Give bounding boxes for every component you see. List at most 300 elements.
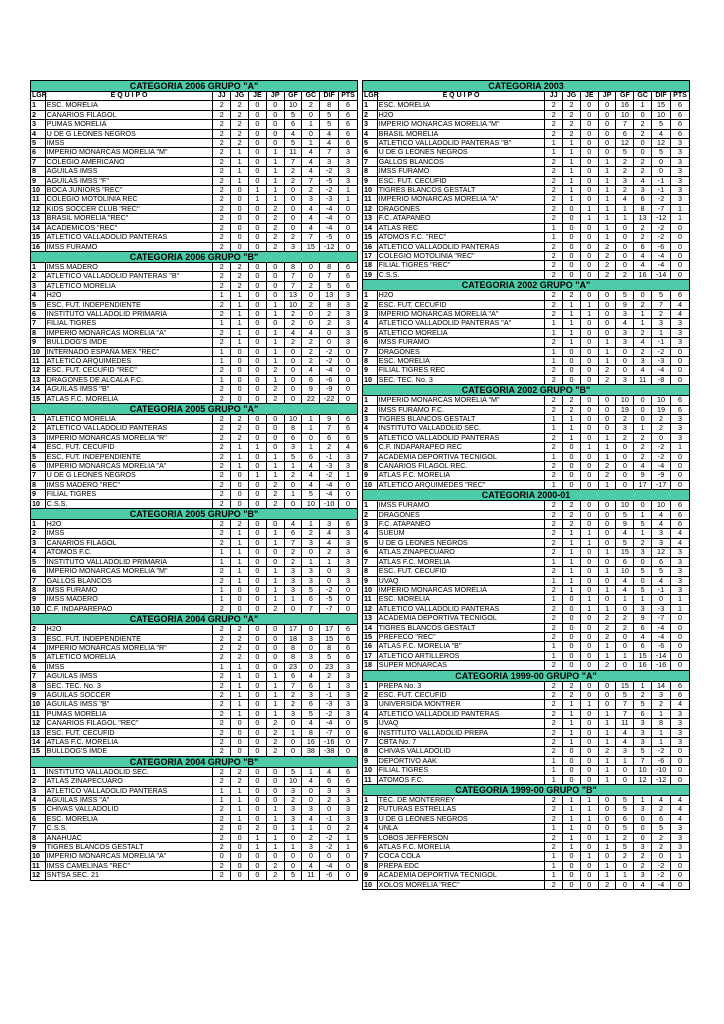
cell-pts: 3: [339, 538, 358, 547]
cell-gc: 4: [302, 214, 320, 223]
cell-gf: 4: [616, 529, 634, 538]
cell-gc: 1: [634, 595, 652, 604]
category-header: [363, 785, 690, 796]
cell-jg: 1: [563, 738, 581, 747]
cell-equipo: ACADEMICOS "REC": [45, 223, 213, 232]
cell-jj: 1: [213, 291, 231, 300]
cell-jp: 1: [266, 843, 284, 852]
cell-pts: 3: [670, 557, 689, 566]
cell-gc: 0: [634, 415, 652, 424]
cell-gc: 5: [634, 747, 652, 756]
cell-gc: 12: [634, 775, 652, 784]
cell-je: 0: [248, 520, 266, 529]
cell-pts: 0: [670, 261, 689, 270]
cell-gf: 5: [616, 510, 634, 519]
standings-row: [31, 548, 358, 557]
cell-dif: -2: [652, 347, 671, 356]
cell-pts: 0: [339, 585, 358, 594]
column-header-gf: GF: [616, 92, 634, 101]
cell-jp: 0: [598, 700, 616, 709]
cell-je: 0: [580, 186, 598, 195]
cell-gc: 1: [634, 101, 652, 110]
cell-lgr: 17: [363, 251, 378, 260]
cell-jg: 0: [563, 242, 581, 251]
cell-dif: 2: [652, 805, 671, 814]
cell-pts: 3: [670, 585, 689, 594]
cell-jg: 2: [231, 415, 249, 424]
cell-jg: 1: [563, 157, 581, 166]
cell-jg: 1: [563, 709, 581, 718]
cell-gc: 4: [302, 719, 320, 728]
cell-pts: 6: [670, 129, 689, 138]
cell-je: 1: [580, 529, 598, 538]
cell-lgr: 2: [363, 690, 378, 699]
cell-gc: 16: [634, 661, 652, 670]
cell-je: 1: [248, 443, 266, 452]
cell-jg: 2: [231, 777, 249, 786]
cell-jj: 1: [545, 852, 563, 861]
cell-lgr: 1: [363, 101, 378, 110]
cell-gc: 2: [302, 338, 320, 347]
cell-je: 0: [580, 766, 598, 775]
standings-row: [31, 871, 358, 880]
cell-lgr: 7: [363, 852, 378, 861]
cell-jp: 0: [598, 796, 616, 805]
cell-jp: 0: [266, 129, 284, 138]
cell-lgr: 5: [363, 538, 378, 547]
left-standings-table: [30, 80, 358, 881]
cell-gf: 3: [616, 375, 634, 384]
cell-dif: 2: [652, 833, 671, 842]
cell-je: 0: [248, 424, 266, 433]
cell-dif: 2: [320, 548, 339, 557]
cell-lgr: 11: [363, 775, 378, 784]
category-header: [31, 81, 358, 92]
cell-equipo: FILIAL TIGRES: [45, 490, 213, 499]
cell-gc: 3: [634, 738, 652, 747]
cell-jg: 1: [563, 728, 581, 737]
cell-jp: 1: [266, 300, 284, 309]
cell-jj: 1: [545, 756, 563, 765]
cell-jj: 2: [545, 520, 563, 529]
cell-jj: 1: [545, 557, 563, 566]
standings-row: [31, 576, 358, 585]
cell-gf: 5: [616, 291, 634, 300]
standings-row: [31, 120, 358, 129]
cell-equipo: DRAGONES: [377, 510, 545, 519]
cell-gf: 2: [284, 167, 302, 176]
cell-dif: -2: [320, 843, 339, 852]
cell-equipo: ATLETICO VALLADOLID PANTERAS: [45, 786, 213, 795]
cell-lgr: 11: [31, 195, 46, 204]
standings-row: [363, 319, 690, 328]
standings-row: [363, 576, 690, 585]
cell-jp: 1: [598, 176, 616, 185]
cell-je: 0: [580, 520, 598, 529]
cell-pts: 6: [339, 433, 358, 442]
cell-jg: 0: [563, 214, 581, 223]
cell-je: 0: [248, 662, 266, 671]
cell-dif: -3: [320, 195, 339, 204]
cell-dif: 0: [320, 567, 339, 576]
cell-jj: 2: [213, 176, 231, 185]
cell-dif: 0: [320, 852, 339, 861]
standings-row: [363, 424, 690, 433]
cell-jg: 1: [231, 529, 249, 538]
cell-pts: 0: [670, 661, 689, 670]
cell-gc: 1: [302, 424, 320, 433]
cell-jj: 2: [213, 814, 231, 823]
cell-je: 0: [248, 415, 266, 424]
cell-lgr: 5: [363, 139, 378, 148]
cell-jg: 2: [563, 101, 581, 110]
cell-jj: 2: [213, 424, 231, 433]
cell-lgr: 10: [31, 700, 46, 709]
cell-pts: 0: [339, 747, 358, 756]
cell-dif: -4: [320, 223, 339, 232]
cell-dif: -2: [320, 471, 339, 480]
cell-dif: 8: [652, 719, 671, 728]
cell-lgr: 1: [363, 796, 378, 805]
cell-pts: 2: [339, 824, 358, 833]
cell-equipo: ESC. FUT. CECUFID: [377, 690, 545, 699]
cell-gc: 4: [302, 328, 320, 337]
cell-je: 0: [580, 567, 598, 576]
cell-jg: 0: [563, 347, 581, 356]
cell-jg: 2: [231, 520, 249, 529]
cell-lgr: 14: [363, 223, 378, 232]
cell-equipo: IMSS: [45, 529, 213, 538]
cell-jp: 1: [266, 176, 284, 185]
cell-gf: 8: [284, 643, 302, 652]
cell-jg: 0: [563, 233, 581, 242]
standings-row: [363, 396, 690, 405]
cell-gf: 1: [616, 651, 634, 660]
cell-je: 0: [580, 356, 598, 365]
cell-jg: 0: [563, 852, 581, 861]
cell-dif: -4: [652, 632, 671, 641]
cell-je: 0: [248, 281, 266, 290]
cell-gf: 1: [284, 728, 302, 737]
cell-equipo: ESC. FUT. CECUFID: [45, 443, 213, 452]
cell-gc: 9: [634, 614, 652, 623]
cell-lgr: 7: [363, 557, 378, 566]
cell-gf: 23: [284, 662, 302, 671]
cell-gf: 0: [284, 738, 302, 747]
cell-dif: 5: [652, 120, 671, 129]
cell-jj: 2: [213, 148, 231, 157]
cell-dif: 2: [652, 309, 671, 318]
cell-jp: 0: [598, 309, 616, 318]
cell-dif: -2: [320, 833, 339, 842]
cell-je: 0: [580, 433, 598, 442]
cell-pts: 3: [670, 186, 689, 195]
cell-gf: 2: [284, 690, 302, 699]
cell-pts: 6: [670, 101, 689, 110]
cell-jj: 1: [545, 233, 563, 242]
cell-je: 0: [580, 139, 598, 148]
cell-dif: 0: [652, 433, 671, 442]
cell-lgr: 10: [31, 852, 46, 861]
cell-pts: 3: [670, 328, 689, 337]
cell-gc: 2: [634, 157, 652, 166]
cell-jg: 1: [563, 796, 581, 805]
cell-dif: 0: [652, 167, 671, 176]
cell-equipo: COLEGIO AMERICANO: [45, 157, 213, 166]
cell-je: 0: [248, 576, 266, 585]
cell-jg: 0: [231, 394, 249, 403]
cell-jj: 1: [545, 766, 563, 775]
category-title: CATEGORIA 2005 GRUPO "B": [31, 509, 358, 520]
cell-jg: 1: [231, 309, 249, 318]
cell-jp: 2: [598, 242, 616, 251]
category-title: CATEGORIA 2004 GRUPO "B": [31, 756, 358, 767]
standings-row: [363, 871, 690, 880]
cell-gc: 0: [302, 796, 320, 805]
cell-jj: 1: [545, 347, 563, 356]
cell-lgr: 8: [31, 833, 46, 842]
cell-jp: 1: [266, 347, 284, 356]
cell-gc: 16: [302, 738, 320, 747]
cell-lgr: 7: [31, 157, 46, 166]
cell-equipo: ATLETICO VALLADOLID PANTERAS: [377, 242, 545, 251]
cell-lgr: 10: [363, 585, 378, 594]
cell-gc: 11: [634, 375, 652, 384]
cell-jg: 0: [563, 756, 581, 765]
cell-dif: -38: [320, 747, 339, 756]
cell-lgr: 9: [31, 176, 46, 185]
cell-lgr: 4: [363, 424, 378, 433]
cell-equipo: ATLETICO VALLADOLID PANTERAS "B": [377, 139, 545, 148]
cell-jj: 1: [545, 319, 563, 328]
category-header: [363, 385, 690, 396]
cell-pts: 3: [339, 786, 358, 795]
cell-gf: 0: [616, 443, 634, 452]
cell-jp: 2: [266, 366, 284, 375]
cell-lgr: 12: [363, 604, 378, 613]
cell-gc: 0: [634, 501, 652, 510]
cell-pts: 3: [670, 709, 689, 718]
standings-row: [363, 443, 690, 452]
cell-je: 0: [580, 347, 598, 356]
cell-pts: 3: [670, 719, 689, 728]
standings-row: [363, 548, 690, 557]
column-header-je: JE: [580, 92, 598, 101]
cell-jg: 1: [231, 662, 249, 671]
cell-equipo: F.C. ATAPANEO: [377, 520, 545, 529]
cell-gf: 7: [284, 681, 302, 690]
cell-pts: 3: [339, 681, 358, 690]
cell-equipo: GALLOS BLANCOS: [377, 157, 545, 166]
cell-gf: 18: [284, 634, 302, 643]
cell-jj: 2: [545, 632, 563, 641]
cell-lgr: 13: [31, 728, 46, 737]
cell-je: 0: [248, 490, 266, 499]
cell-dif: -2: [320, 585, 339, 594]
cell-lgr: 8: [363, 462, 378, 471]
cell-dif: 5: [320, 120, 339, 129]
cell-equipo: ATLAS F.C. MORELIA: [377, 843, 545, 852]
cell-jg: 1: [231, 176, 249, 185]
cell-gc: 2: [302, 356, 320, 365]
cell-jj: 2: [213, 186, 231, 195]
cell-gc: 1: [302, 824, 320, 833]
cell-jj: 1: [213, 585, 231, 594]
cell-jp: 0: [598, 501, 616, 510]
cell-jp: 2: [266, 242, 284, 251]
column-header-jp: JP: [266, 92, 284, 101]
cell-jp: 1: [598, 167, 616, 176]
cell-jg: 1: [231, 576, 249, 585]
cell-dif: 4: [320, 129, 339, 138]
cell-dif: 1: [652, 738, 671, 747]
cell-gf: 3: [284, 567, 302, 576]
cell-jg: 2: [563, 520, 581, 529]
cell-jp: 0: [598, 529, 616, 538]
cell-equipo: ATLETICO VALLADOLID PANTERAS: [377, 604, 545, 613]
cell-equipo: H2O: [377, 291, 545, 300]
cell-jj: 2: [213, 452, 231, 461]
cell-dif: -3: [320, 700, 339, 709]
cell-lgr: 5: [31, 557, 46, 566]
cell-gf: 0: [616, 880, 634, 889]
cell-gc: 2: [634, 120, 652, 129]
cell-jj: 1: [545, 871, 563, 880]
cell-jj: 1: [545, 328, 563, 337]
cell-gf: 4: [284, 328, 302, 337]
cell-jj: 1: [213, 347, 231, 356]
cell-gf: 0: [616, 480, 634, 489]
cell-pts: 0: [670, 251, 689, 260]
cell-gc: 3: [634, 604, 652, 613]
cell-jp: 0: [266, 634, 284, 643]
cell-dif: 5: [652, 824, 671, 833]
cell-equipo: ATLETICO VALLADOLID PANTERAS: [45, 233, 213, 242]
cell-jj: 2: [545, 261, 563, 270]
cell-equipo: ATLETICO ARQUIMEDES: [45, 356, 213, 365]
cell-jg: 0: [231, 843, 249, 852]
cell-jj: 1: [545, 480, 563, 489]
cell-je: 0: [580, 415, 598, 424]
cell-lgr: 8: [31, 585, 46, 594]
cell-jj: 2: [545, 338, 563, 347]
cell-lgr: 8: [363, 567, 378, 576]
cell-jg: 2: [563, 501, 581, 510]
cell-pts: 0: [670, 880, 689, 889]
cell-jj: 2: [545, 120, 563, 129]
standings-row: [363, 261, 690, 270]
cell-dif: 13: [320, 291, 339, 300]
cell-jp: 2: [266, 604, 284, 613]
cell-pts: 6: [670, 110, 689, 119]
cell-pts: 3: [670, 738, 689, 747]
cell-gf: 1: [616, 756, 634, 765]
cell-jg: 0: [231, 214, 249, 223]
cell-gc: 22: [302, 394, 320, 403]
cell-pts: 6: [339, 120, 358, 129]
cell-lgr: 4: [31, 129, 46, 138]
cell-je: 1: [580, 700, 598, 709]
cell-pts: 3: [670, 833, 689, 842]
cell-gf: 0: [616, 775, 634, 784]
cell-je: 0: [580, 270, 598, 279]
cell-jj: 2: [545, 843, 563, 852]
cell-gc: 5: [302, 490, 320, 499]
cell-pts: 6: [339, 653, 358, 662]
cell-lgr: 15: [31, 747, 46, 756]
cell-je: 1: [580, 214, 598, 223]
column-header-dif: DIF: [320, 92, 339, 101]
cell-jp: 0: [266, 557, 284, 566]
cell-pts: 6: [339, 777, 358, 786]
cell-equipo: ATLAS ZINAPECUARO: [377, 548, 545, 557]
cell-jp: 1: [598, 433, 616, 442]
cell-jp: 2: [266, 499, 284, 508]
cell-je: 1: [248, 186, 266, 195]
cell-gc: 2: [634, 167, 652, 176]
cell-dif: -2: [320, 186, 339, 195]
cell-gc: 4: [302, 366, 320, 375]
cell-gc: 5: [302, 585, 320, 594]
cell-je: 0: [580, 328, 598, 337]
cell-pts: 3: [339, 176, 358, 185]
standings-row: [31, 471, 358, 480]
cell-jj: 1: [213, 557, 231, 566]
cell-pts: 0: [670, 480, 689, 489]
cell-equipo: IMPERIO MONARCAS MORELIA "M": [377, 396, 545, 405]
cell-equipo: INSTITUTO VALLADOLID PRIMARIA: [45, 309, 213, 318]
cell-je: 0: [580, 101, 598, 110]
cell-gf: 2: [616, 433, 634, 442]
standings-row: [363, 719, 690, 728]
cell-je: 0: [248, 796, 266, 805]
cell-jp: 0: [266, 415, 284, 424]
cell-jj: 1: [213, 662, 231, 671]
cell-jp: 0: [266, 520, 284, 529]
cell-jp: 0: [266, 101, 284, 110]
cell-jp: 0: [598, 824, 616, 833]
cell-jj: 2: [545, 433, 563, 442]
cell-dif: -7: [652, 204, 671, 213]
cell-jg: 1: [563, 585, 581, 594]
cell-jg: 0: [231, 719, 249, 728]
cell-pts: 0: [339, 214, 358, 223]
cell-gc: 2: [634, 452, 652, 461]
category-title: CATEGORIA 1999-00 GRUPO "A": [363, 670, 690, 681]
standings-row: [31, 233, 358, 242]
cell-pts: 6: [670, 396, 689, 405]
cell-jg: 0: [231, 852, 249, 861]
cell-jg: 1: [563, 300, 581, 309]
column-header-equipo: E Q U I P O: [377, 92, 545, 101]
cell-dif: 0: [320, 338, 339, 347]
cell-pts: 0: [670, 614, 689, 623]
cell-jg: 0: [231, 375, 249, 384]
cell-gc: 1: [634, 424, 652, 433]
cell-gf: 3: [616, 747, 634, 756]
cell-jg: 0: [231, 490, 249, 499]
cell-gc: 0: [302, 309, 320, 318]
standings-row: [363, 614, 690, 623]
cell-jp: 1: [598, 157, 616, 166]
cell-gc: 2: [634, 433, 652, 442]
cell-gf: 0: [616, 223, 634, 232]
cell-pts: 0: [670, 642, 689, 651]
cell-je: 0: [248, 309, 266, 318]
cell-equipo: ATLETICO VALLADOLID PANTERAS "B": [45, 272, 213, 281]
cell-pts: 0: [670, 452, 689, 461]
cell-dif: -7: [320, 728, 339, 737]
